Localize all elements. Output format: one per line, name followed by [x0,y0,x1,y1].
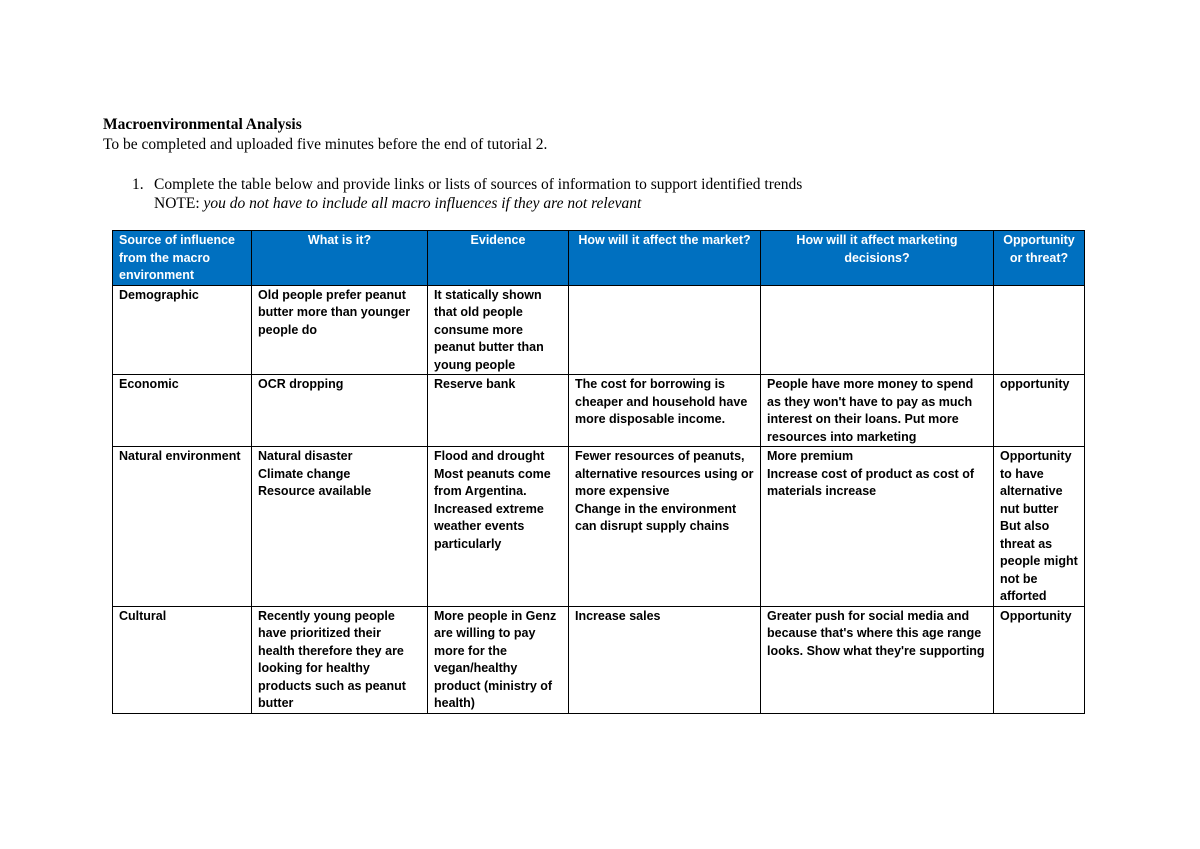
cell-what [252,447,428,607]
note-label: NOTE: [154,195,204,212]
cell-what: Recently young people have prioritized their health therefore they are looking for healthy products such as peanut butter [252,606,428,713]
cell-opportunity [994,285,1085,375]
header-market: How will it affect the market? [569,231,761,286]
cell-line: Increased extreme weather events particularly [434,501,544,551]
cell-source: Demographic [113,285,252,375]
cell-source: Cultural [113,606,252,713]
header-evidence: Evidence [428,231,569,286]
cell-market [569,285,761,375]
cell-evidence: Reserve bank [428,375,569,447]
cell-evidence: More people in Genz are willing to pay more for the vegan/healthy product (ministry of health) [428,606,569,713]
cell-line: More premium [767,449,854,463]
cell-market [569,447,761,607]
cell-line: Resource available [258,484,372,498]
cell-market: The cost for borrowing is cheaper and household have more disposable income. [569,375,761,447]
instruction-note [154,194,641,214]
cell-source: Economic [113,375,252,447]
cell-opportunity: opportunity [994,375,1085,447]
cell-market: Increase sales [569,606,761,713]
cell-marketing [761,285,994,375]
header-marketing: How will it affect marketing decisions? [761,231,994,286]
macro-analysis-table [112,230,1085,714]
cell-line: Flood and drought [434,449,545,463]
table-row-natural-environment [113,447,1085,607]
cell-marketing: People have more money to spend as they won't have to pay as much interest on their loans. Put more resources into marketing [761,375,994,447]
table-row-economic [113,375,1085,447]
cell-line: Climate change [258,466,351,481]
cell-what: OCR dropping [252,375,428,447]
cell-what: Old people prefer peanut butter more than younger people do [252,285,428,375]
cell-evidence: It statically shown that old people consume more peanut butter than young people [428,285,569,375]
cell-opportunity: Opportunity to have alternative nut butter But also threat as people might not be afforted [994,447,1085,607]
cell-line: Most peanuts come from Argentina. [434,466,551,498]
note-text: you do not have to include all macro influences if they are not relevant [203,195,642,212]
cell-line: Change in the environment can disrupt supply chains [575,501,737,533]
table-row-cultural [113,606,1085,713]
document-subtitle: To be completed and uploaded five minutes before the end of tutorial 2. [103,136,548,153]
cell-source: Natural environment [113,447,252,607]
cell-line: Fewer resources of peanuts, alternative resources using or more expensive [575,449,754,498]
cell-marketing [761,447,994,607]
cell-line: Increase cost of product as cost of materials increase [767,466,974,498]
table-row-demographic [113,285,1085,375]
header-source: Source of influence from the macro environment [113,231,252,286]
cell-opportunity: Opportunity [994,606,1085,713]
header-opportunity: Opportunity or threat? [994,231,1085,286]
header-what: What is it? [252,231,428,286]
cell-marketing: Greater push for social media and because that's where this age range looks. Show what they're supporting [761,606,994,713]
instruction-text: Complete the table below and provide links or lists of sources of information to support identified trends [154,176,803,193]
document-title: Macroenvironmental Analysis [103,116,302,133]
cell-line: Natural disaster [258,449,353,463]
table-header-row [113,231,1085,286]
instruction-number: 1. [132,176,144,193]
cell-evidence [428,447,569,607]
